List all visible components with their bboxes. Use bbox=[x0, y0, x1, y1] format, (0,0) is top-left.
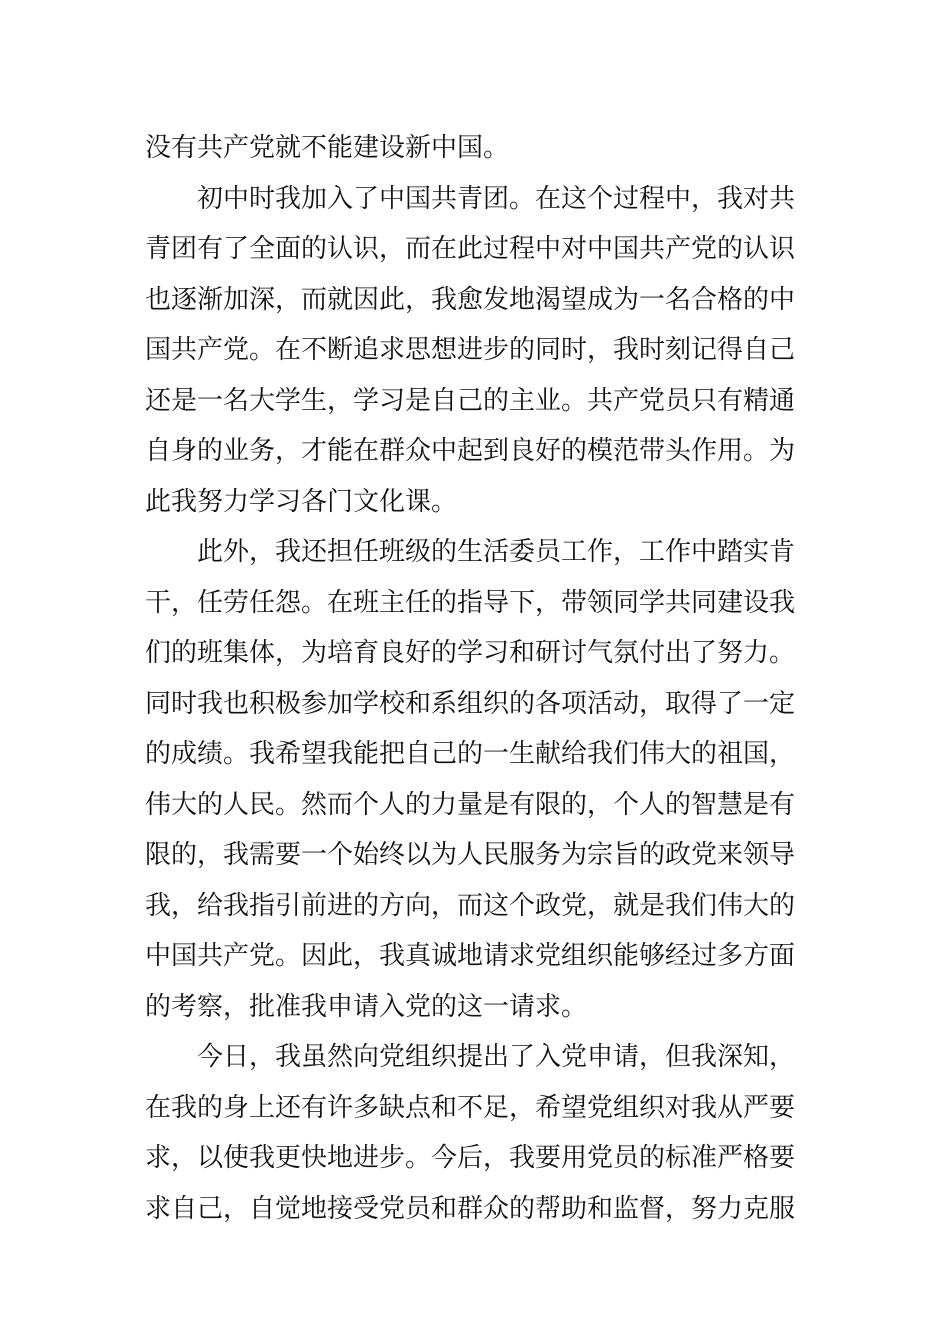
text-line: 青团有了全面的认识，而在此过程中对中国共产党的认识 bbox=[145, 234, 796, 264]
text-line: 初中时我加入了中国共青团。在这个过程中，我对共 bbox=[197, 183, 796, 214]
text-line: 同时我也积极参加学校和系组织的各项活动，取得了一定 bbox=[145, 688, 796, 719]
text-line: 在我的身上还有许多缺点和不足，希望党组织对我从严要 bbox=[145, 1092, 796, 1123]
text-line: 自身的业务，才能在群众中起到良好的模范带头作用。为 bbox=[145, 436, 796, 466]
text-line: 此我努力学习各门文化课。 bbox=[145, 486, 458, 517]
text-line: 中国共产党。因此，我真诚地请求党组织能够经过多方面 bbox=[145, 941, 796, 971]
text-line: 限的，我需要一个始终以为人民服务为宗旨的政党来领导 bbox=[145, 840, 796, 870]
text-line: 今日，我虽然向党组织提出了入党申请，但我深知， bbox=[197, 1042, 796, 1072]
text-line: 们的班集体，为培育良好的学习和研讨气氛付出了努力。 bbox=[145, 638, 796, 668]
text-line: 的成绩。我希望我能把自己的一生献给我们伟大的祖国， bbox=[145, 739, 796, 769]
text-line: 此外，我还担任班级的生活委员工作，工作中踏实肯 bbox=[197, 537, 796, 567]
text-line: 的考察，批准我申请入党的这一请求。 bbox=[145, 991, 588, 1022]
text-line: 伟大的人民。然而个人的力量是有限的，个人的智慧是有 bbox=[145, 789, 796, 820]
paragraph-3 bbox=[145, 527, 810, 1032]
text-line: 求，以使我更快地进步。今后，我要用党员的标准严格要 bbox=[145, 1143, 796, 1173]
paragraph-1 bbox=[145, 123, 810, 174]
text-line: 国共产党。在不断追求思想进步的同时，我时刻记得自己 bbox=[145, 335, 796, 365]
text-line: 求自己，自觉地接受党员和群众的帮助和监督，努力克服 bbox=[145, 1193, 796, 1224]
text-line: 也逐渐加深，而就因此，我愈发地渴望成为一名合格的中 bbox=[145, 284, 796, 315]
text-line: 没有共产党就不能建设新中国。 bbox=[145, 133, 510, 163]
paragraph-4 bbox=[145, 1032, 810, 1234]
text-line: 干，任劳任怨。在班主任的指导下，带领同学共同建设我 bbox=[145, 587, 796, 618]
paragraph-2 bbox=[145, 174, 810, 528]
text-line: 我，给我指引前进的方向，而这个政党，就是我们伟大的 bbox=[145, 890, 796, 921]
document-page bbox=[145, 123, 810, 1234]
text-line: 还是一名大学生，学习是自己的主业。共产党员只有精通 bbox=[145, 385, 796, 416]
